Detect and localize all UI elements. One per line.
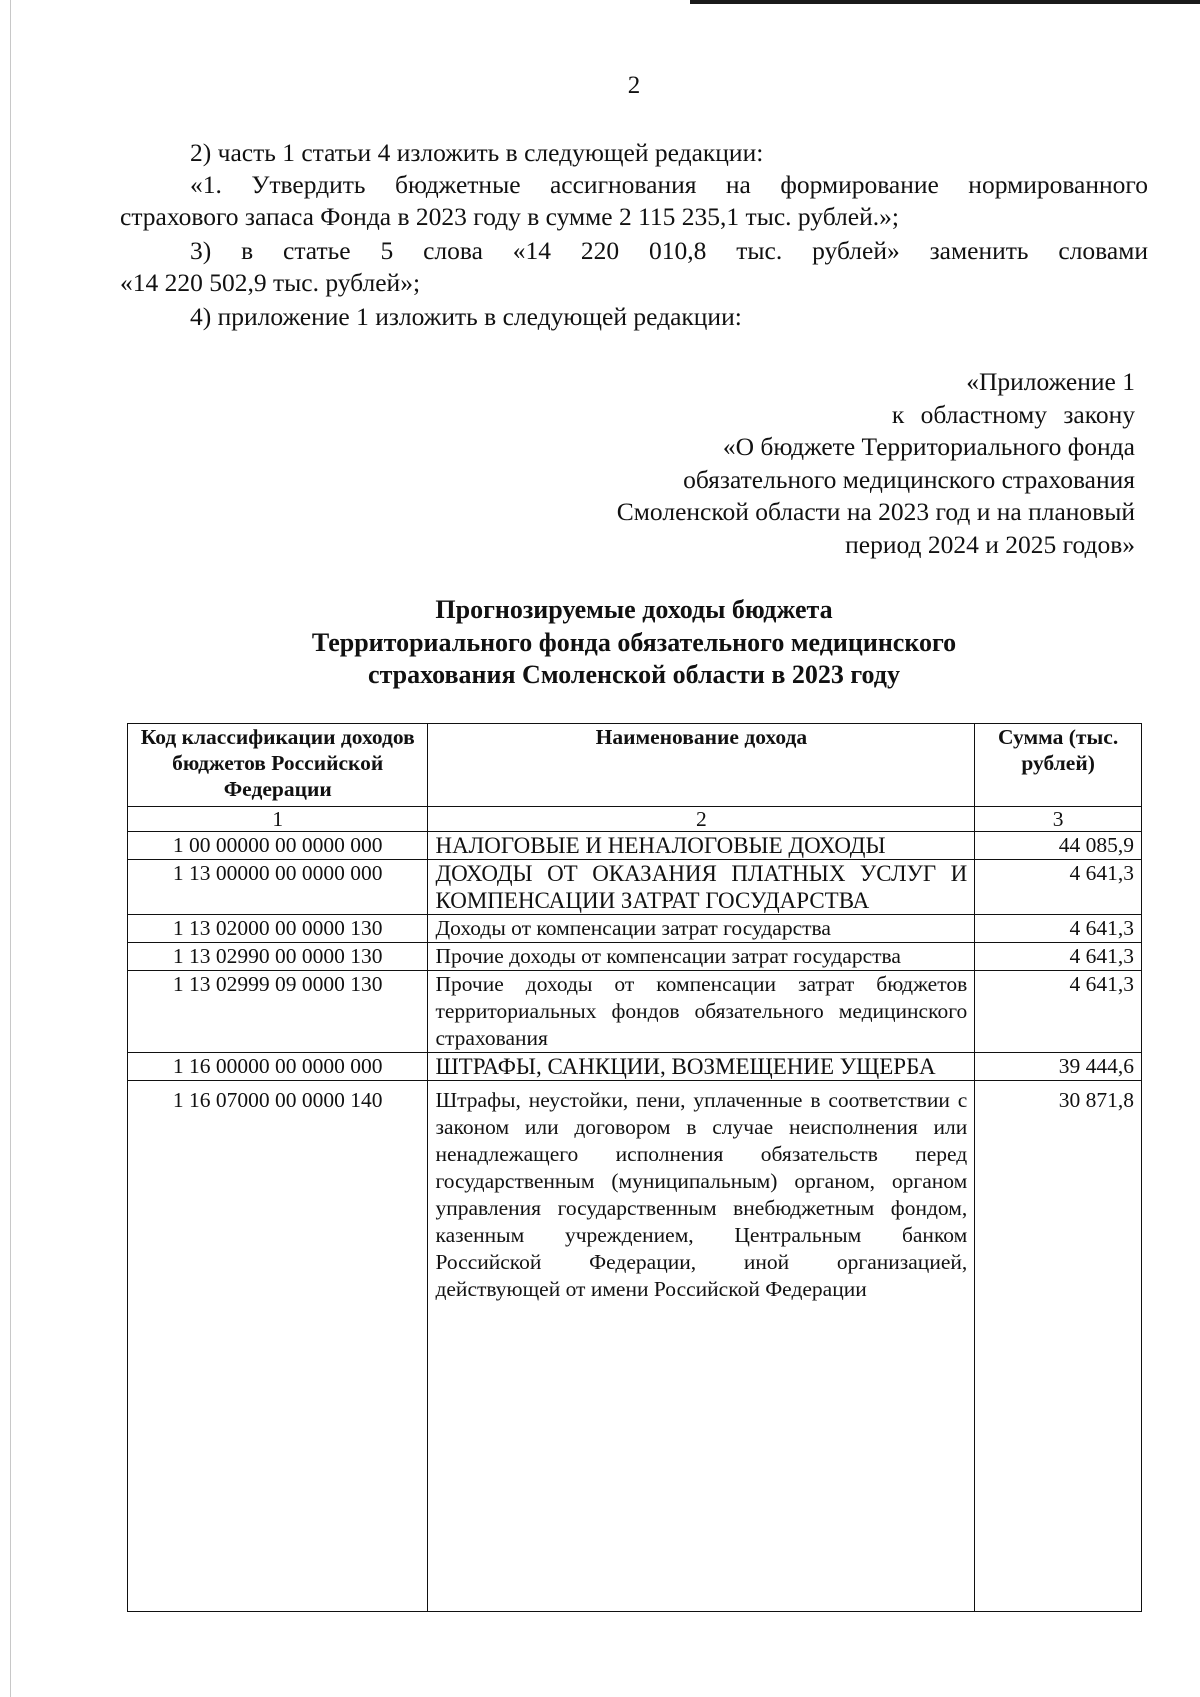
table-header-row: [128, 724, 1142, 807]
row-name: ДОХОДЫ ОТ ОКАЗАНИЯ ПЛАТНЫХ УСЛУГ И КОМПЕНСАЦИИ ЗАТРАТ ГОСУДАРСТВА: [428, 860, 975, 915]
column-number: 3: [975, 807, 1142, 832]
row-code: 1 16 00000 00 0000 000: [128, 1053, 428, 1081]
appendix-line: Смоленской области на 2023 год и на плановый: [616, 497, 1135, 527]
row-name: Прочие доходы от компенсации затрат бюджетов территориальных фондов обязательного медицинского страхования: [428, 971, 975, 1053]
income-table: [127, 723, 1142, 1612]
paragraph-3-line-2: «14 220 502,9 тыс. рублей»;: [120, 268, 421, 297]
appendix-line: «Приложение 1: [966, 367, 1135, 396]
table-row: [128, 1081, 1142, 1612]
appendix-line: период 2024 и 2025 годов»: [845, 529, 1135, 559]
row-code: 1 13 02000 00 0000 130: [128, 915, 428, 943]
paragraph-3-line-1: 3) в статье 5 слова «14 220 010,8 тыс. рублей» заменить словами: [190, 236, 1148, 265]
header-name: Наименование дохода: [428, 724, 975, 807]
table-row: [128, 832, 1142, 860]
row-sum: 4 641,3: [975, 860, 1142, 915]
row-sum: 30 871,8: [975, 1081, 1142, 1612]
row-name: Доходы от компенсации затрат государства: [428, 915, 975, 943]
row-sum: 4 641,3: [975, 971, 1142, 1053]
paragraph-4: 4) приложение 1 изложить в следующей редакции:: [190, 302, 742, 331]
appendix-reference: [495, 366, 1135, 562]
row-name: Штрафы, неустойки, пени, уплаченные в соответствии с законом или договором в случае неисполнения или ненадлежащего исполнения обязательств перед государственным (муниципальным) органом, органом управления государственным внебюджетным фондом, казенным учреждением, Центральным банком Российской Федерации, иной организацией, действующей от имени Российской Федерации: [428, 1081, 975, 1612]
row-code: 1 13 00000 00 0000 000: [128, 860, 428, 915]
header-code: Код классификации доходов бюджетов Российской Федерации: [128, 724, 428, 807]
row-name: Прочие доходы от компенсации затрат государства: [428, 943, 975, 971]
row-sum: 39 444,6: [975, 1053, 1142, 1081]
row-code: 1 16 07000 00 0000 140: [128, 1081, 428, 1612]
heading-line: Территориального фонда обязательного медицинского: [311, 627, 957, 657]
heading-line: Прогнозируемые доходы бюджета: [435, 595, 833, 624]
header-sum: Сумма (тыс. рублей): [975, 724, 1142, 807]
table-row: [128, 915, 1142, 943]
table-row: [128, 860, 1142, 915]
scan-edge-left: [10, 0, 11, 1697]
row-name: НАЛОГОВЫЕ И НЕНАЛОГОВЫЕ ДОХОДЫ: [428, 832, 975, 860]
row-sum: 44 085,9: [975, 832, 1142, 860]
appendix-line: к областному закону: [891, 399, 1135, 429]
paragraph-2-quote-line-2: страхового запаса Фонда в 2023 году в сумме 2 115 235,1 тыс. рублей.»;: [120, 202, 899, 231]
table-heading: [120, 594, 1148, 692]
paragraph-2: 2) часть 1 статьи 4 изложить в следующей редакции:: [190, 138, 764, 167]
column-number-row: [128, 807, 1142, 832]
table-row: [128, 1053, 1142, 1081]
appendix-line: «О бюджете Территориального фонда: [722, 432, 1135, 462]
table-row: [128, 943, 1142, 971]
paragraph-2-quote-line-1: «1. Утвердить бюджетные ассигнования на формирование нормированного: [190, 170, 1148, 199]
row-code: 1 13 02990 00 0000 130: [128, 943, 428, 971]
heading-line: страхования Смоленской области в 2023 году: [368, 660, 900, 689]
row-sum: 4 641,3: [975, 915, 1142, 943]
page-number: 2: [627, 72, 641, 99]
row-code: 1 00 00000 00 0000 000: [128, 832, 428, 860]
row-code: 1 13 02999 09 0000 130: [128, 971, 428, 1053]
row-sum: 4 641,3: [975, 943, 1142, 971]
column-number: 2: [428, 807, 975, 832]
column-number: 1: [128, 807, 428, 832]
appendix-line: обязательного медицинского страхования: [683, 464, 1135, 494]
table-row: [128, 971, 1142, 1053]
row-name: ШТРАФЫ, САНКЦИИ, ВОЗМЕЩЕНИЕ УЩЕРБА: [428, 1053, 975, 1081]
scan-edge-top: [690, 0, 1200, 4]
